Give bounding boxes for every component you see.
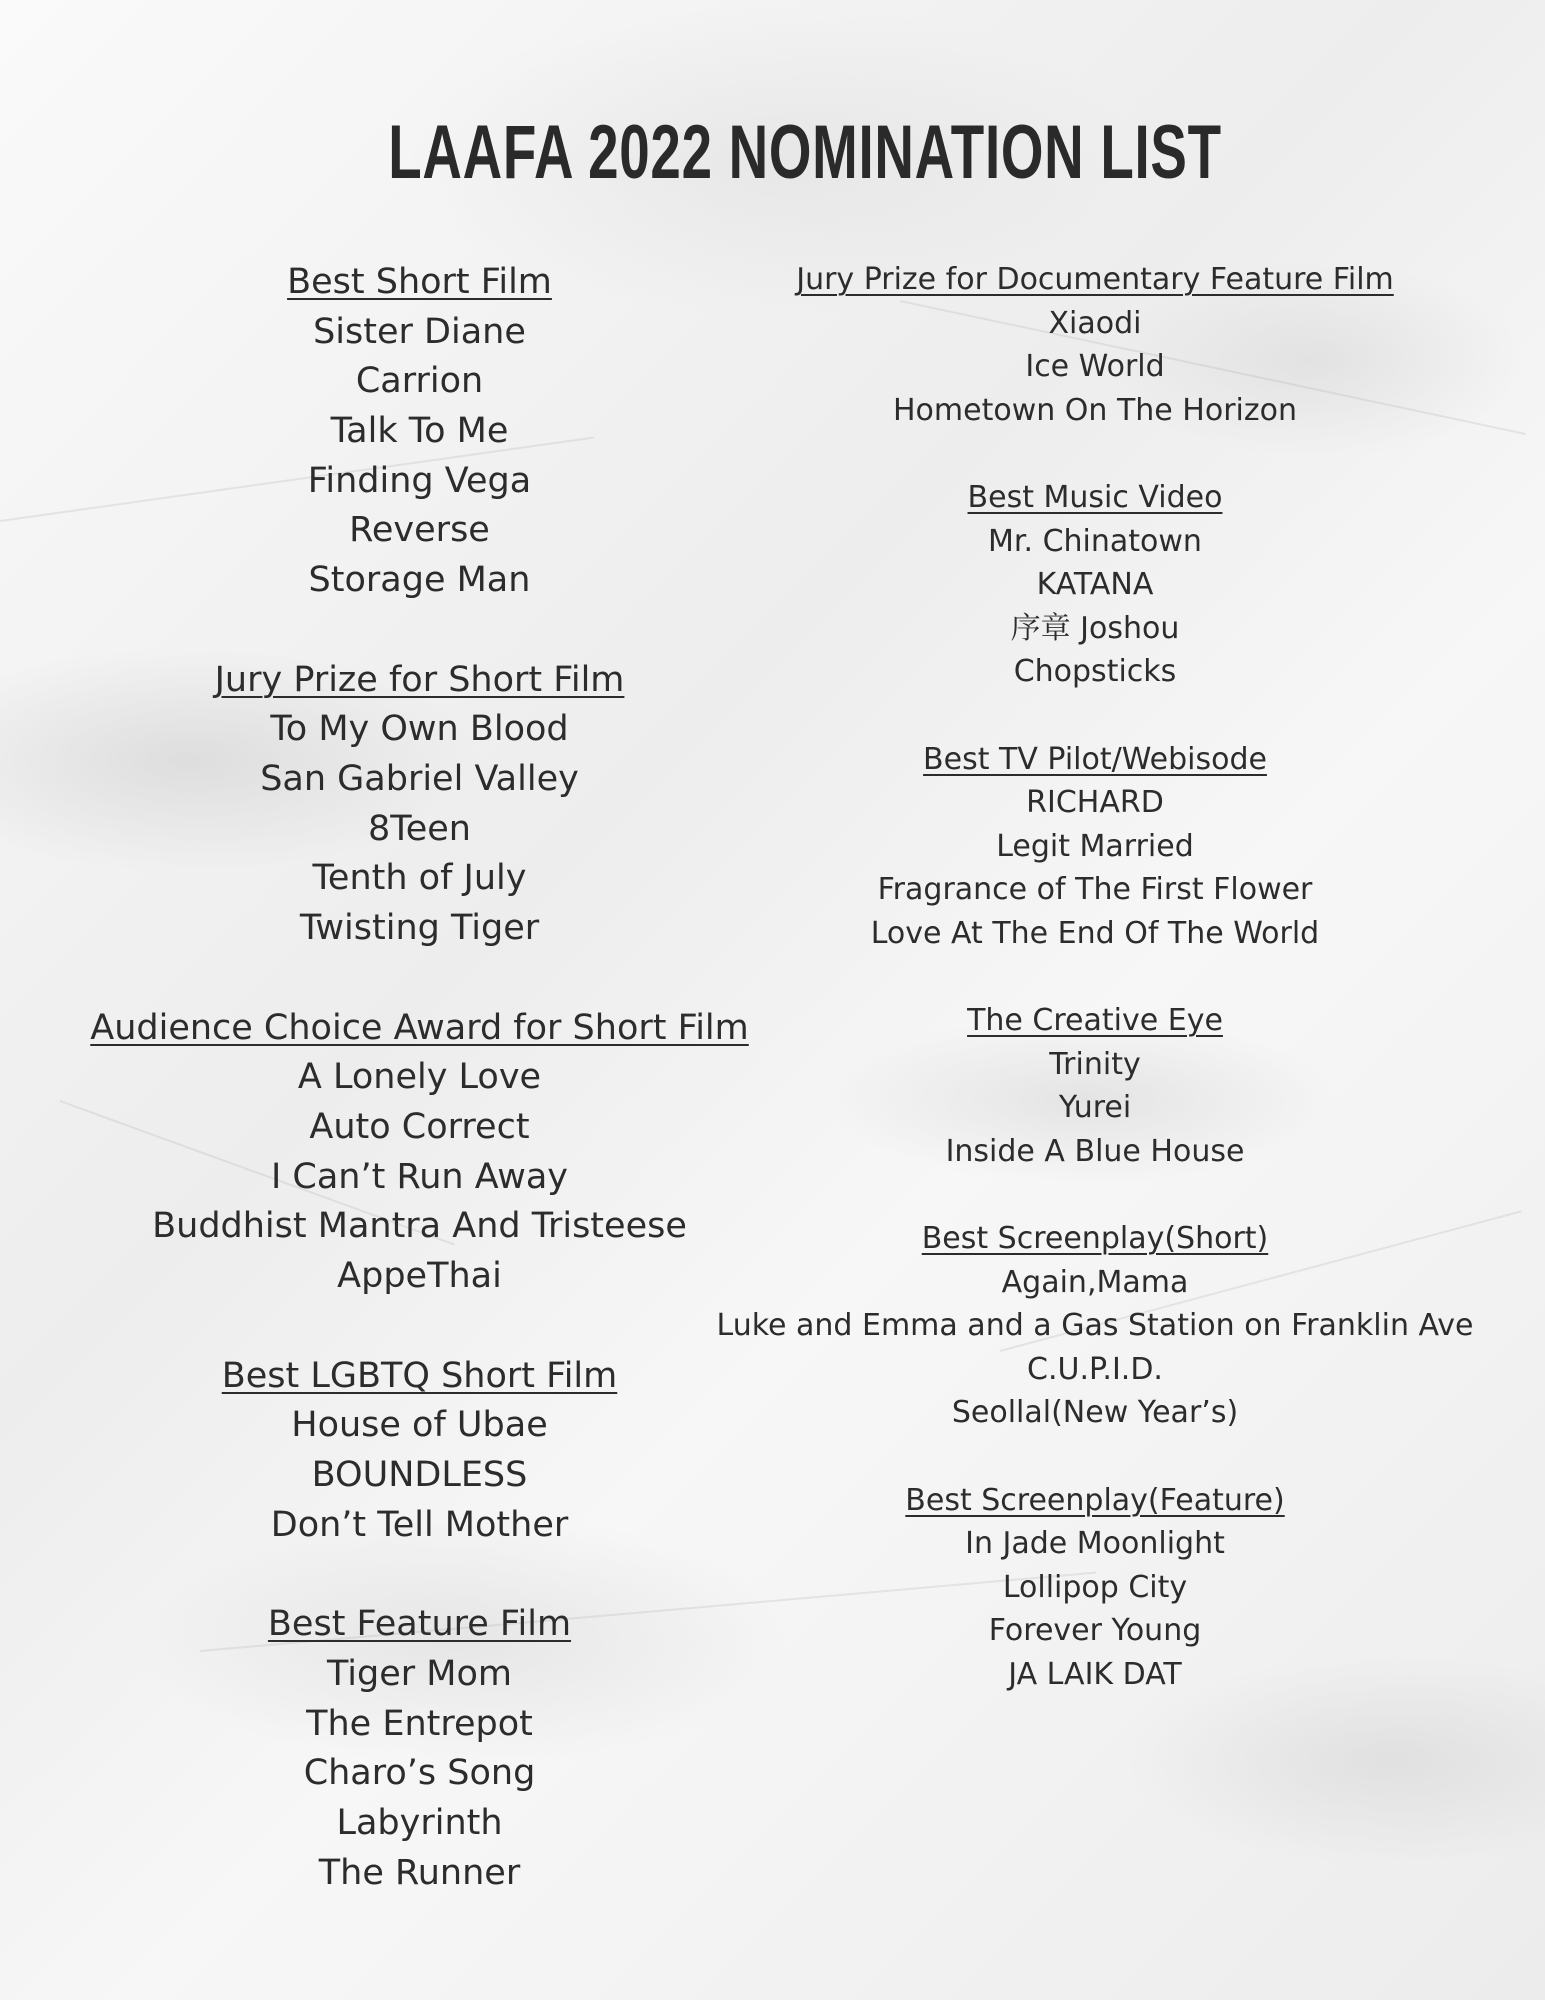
award-category-section	[700, 999, 1490, 1173]
nominee-item: Buddhist Mantra And Tristeese	[152, 1206, 687, 1247]
nominee-item: The Runner	[318, 1852, 521, 1893]
category-heading: Jury Prize for Short Film	[214, 659, 625, 700]
nominee-item: Carrion	[355, 361, 484, 402]
nominee-item: Luke and Emma and a Gas Station on Franklin Ave	[716, 1308, 1474, 1343]
category-heading: Best Feature Film	[267, 1604, 572, 1645]
award-category-section	[62, 258, 777, 606]
nominee-item: Twisting Tiger	[299, 908, 540, 949]
nominee-item: The Entrepot	[306, 1703, 533, 1744]
nominee-item: AppeThai	[337, 1256, 502, 1297]
page-title: LAAFA 2022 NOMINATION LIST	[388, 110, 1222, 195]
right-column	[700, 258, 1490, 1740]
nominee-item: Mr. Chinatown	[988, 523, 1202, 559]
nominee-item: C.U.P.I.D.	[1027, 1351, 1163, 1387]
nominee-item: House of Ubae	[291, 1405, 548, 1446]
category-heading: Best Screenplay(Short)	[921, 1221, 1269, 1256]
nominee-list	[62, 1650, 777, 1899]
nominee-item: To My Own Blood	[270, 709, 569, 750]
nominee-item: Charo’s Song	[303, 1753, 536, 1794]
nominee-item: Reverse	[349, 510, 490, 551]
award-category-section	[700, 1217, 1490, 1435]
category-heading: Audience Choice Award for Short Film	[90, 1007, 749, 1048]
nominee-item: Storage Man	[308, 560, 531, 601]
award-category-section	[62, 1600, 777, 1898]
award-category-section	[700, 476, 1490, 694]
nominee-list	[700, 1043, 1490, 1174]
nominee-item: Love At The End Of The World	[870, 915, 1320, 951]
category-heading: Best Screenplay(Feature)	[905, 1482, 1285, 1518]
nominee-item: 8Teen	[368, 808, 471, 849]
nominee-item: Auto Correct	[309, 1106, 530, 1147]
category-heading: Best Short Film	[287, 262, 552, 302]
category-heading: The Creative Eye	[967, 1003, 1223, 1038]
nominee-item: KATANA	[1036, 567, 1154, 602]
nominee-item: Tenth of July	[312, 858, 527, 899]
nominee-list	[700, 302, 1490, 433]
nominee-item: Trinity	[1049, 1046, 1141, 1082]
nominee-item: Legit Married	[996, 828, 1194, 864]
nominee-item: RICHARD	[1026, 785, 1164, 820]
left-column	[62, 258, 777, 1948]
nominee-list	[700, 520, 1490, 694]
nominee-list	[62, 1401, 777, 1550]
nominee-item: Ice World	[1025, 349, 1165, 384]
award-category-section	[62, 656, 777, 954]
nominee-item: Tiger Mom	[327, 1653, 512, 1694]
nominee-item: Talk To Me	[330, 410, 509, 451]
nominee-item: Hometown On The Horizon	[893, 392, 1297, 428]
nominee-item: Finding Vega	[307, 460, 532, 501]
nominee-item: Seollal(New Year’s)	[951, 1395, 1239, 1430]
nominee-item: San Gabriel Valley	[260, 758, 579, 799]
nominee-item: JA LAIK DAT	[1008, 1656, 1182, 1692]
award-category-section	[62, 1352, 777, 1551]
nominee-item: In Jade Moonlight	[965, 1526, 1225, 1561]
category-heading: Best TV Pilot/Webisode	[923, 741, 1267, 777]
award-category-section	[700, 258, 1490, 432]
nominee-item: I Can’t Run Away	[270, 1156, 569, 1197]
nominee-item: Inside A Blue House	[945, 1133, 1245, 1169]
nominee-item: Xiaodi	[1048, 305, 1142, 341]
nominee-item: Fragrance of The First Flower	[877, 872, 1313, 907]
award-category-section	[700, 1479, 1490, 1697]
nominee-item: A Lonely Love	[297, 1057, 542, 1098]
award-category-section	[700, 738, 1490, 956]
nominee-item: Forever Young	[988, 1613, 1202, 1648]
nominee-item: Again,Mama	[1001, 1264, 1189, 1300]
nominee-list	[62, 308, 777, 606]
nominee-item: 序章 Joshou	[1010, 610, 1180, 646]
nominee-item: Don’t Tell Mother	[270, 1504, 569, 1545]
nominee-list	[700, 781, 1490, 955]
category-heading: Best Music Video	[967, 480, 1223, 515]
nominee-item: Yurei	[1058, 1090, 1132, 1125]
category-heading: Best LGBTQ Short Film	[221, 1355, 618, 1396]
award-category-section	[62, 1004, 777, 1302]
nominee-list	[62, 1053, 777, 1302]
nominee-item: Chopsticks	[1013, 654, 1177, 689]
nominee-item: BOUNDLESS	[311, 1454, 528, 1495]
nominee-item: Lollipop City	[1002, 1569, 1188, 1605]
nominee-list	[62, 705, 777, 954]
nominee-item: Sister Diane	[313, 311, 526, 352]
nominee-list	[700, 1522, 1490, 1696]
category-heading: Jury Prize for Documentary Feature Film	[796, 262, 1394, 297]
nominee-list	[700, 1261, 1490, 1435]
nominee-item: Labyrinth	[336, 1802, 503, 1843]
